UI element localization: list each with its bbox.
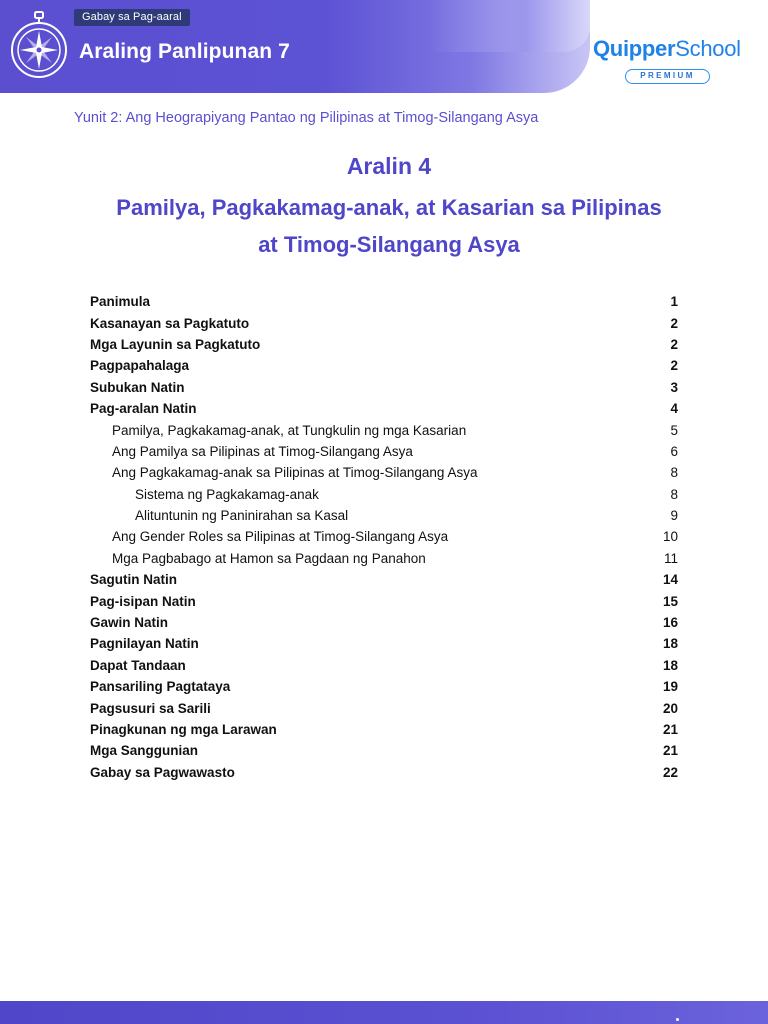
toc-entry-page: 1 (670, 294, 678, 310)
toc-entry[interactable] (90, 312, 678, 333)
guide-tag: Gabay sa Pag-aaral (74, 9, 190, 26)
lesson-title (0, 189, 768, 263)
toc-entry[interactable] (90, 633, 678, 654)
toc-entry[interactable] (90, 612, 678, 633)
toc-entry[interactable] (90, 526, 678, 547)
page-header (0, 0, 768, 93)
toc-entry-page: 18 (662, 636, 678, 652)
toc-entry-label: Pagnilayan Natin (90, 636, 199, 652)
toc-entry-label: Mga Layunin sa Pagkatuto (90, 336, 261, 352)
toc-entry-page: 21 (662, 743, 678, 759)
toc-entry-page: 8 (670, 486, 678, 502)
toc-entry[interactable] (90, 355, 678, 376)
toc-entry-label: Gawin Natin (90, 615, 169, 631)
toc-entry-label: Pag-aralan Natin (90, 401, 197, 417)
toc-entry-page: 5 (670, 422, 678, 438)
toc-entry-label: Pinagkunan ng mga Larawan (90, 722, 277, 737)
toc-entry-page: 16 (662, 615, 678, 631)
footer-bar (0, 1001, 768, 1024)
toc-entry-page: 6 (670, 443, 678, 459)
toc-entry[interactable] (90, 569, 678, 590)
toc-entry-label: Sistema ng Pagkakamag-anak (135, 486, 319, 502)
toc-entry[interactable] (90, 419, 678, 440)
toc-entry-page: 10 (662, 529, 678, 545)
toc-entry-page: 4 (670, 401, 678, 417)
toc-entry[interactable] (90, 719, 678, 740)
lesson-title-line-2: at Timog-Silangang Asya (258, 232, 520, 257)
lesson-number: Aralin 4 (346, 153, 432, 179)
toc-entry[interactable] (90, 462, 678, 483)
toc-entry[interactable] (90, 334, 678, 355)
toc-entry-page: 11 (663, 550, 678, 566)
unit-heading: Yunit 2: Ang Heograpiyang Pantao ng Pilipinas at Timog-Silangang Asya (74, 110, 539, 126)
footer-dot (676, 1018, 679, 1021)
toc-entry[interactable] (90, 291, 678, 312)
toc-entry-label: Subukan Natin (90, 379, 185, 395)
toc-entry[interactable] (90, 762, 678, 783)
toc-entry[interactable] (90, 740, 678, 761)
toc-entry-page: 2 (670, 315, 678, 331)
toc-entry-label: Ang Pagkakamag-anak sa Pilipinas at Timog-Silangang Asya (112, 465, 478, 481)
toc-entry-page: 14 (662, 572, 678, 588)
toc-entry-label: Pagpapahalaga (90, 358, 190, 374)
toc-entry-label: Pamilya, Pagkakamag-anak, at Tungkulin ng mga Kasarian (112, 422, 467, 438)
table-of-contents (90, 291, 678, 783)
toc-entry-label: Panimula (90, 294, 151, 310)
toc-entry-label: Alituntunin ng Paninirahan sa Kasal (135, 508, 349, 524)
toc-entry-page: 9 (670, 508, 678, 524)
toc-entry[interactable] (90, 676, 678, 697)
toc-entry-page: 3 (670, 379, 678, 395)
toc-entry-label: Mga Sanggunian (90, 743, 198, 759)
toc-entry-page: 15 (662, 593, 678, 609)
brand-prefix: Quipper (593, 36, 676, 61)
compass-icon (8, 11, 70, 79)
toc-entry-label: Dapat Tandaan (90, 657, 186, 673)
toc-entry[interactable] (90, 697, 678, 718)
toc-entry-page: 22 (662, 764, 678, 780)
subject-title: Araling Panlipunan 7 (79, 40, 290, 63)
brand-logo (593, 36, 753, 86)
premium-badge: PREMIUM (625, 69, 710, 84)
toc-entry[interactable] (90, 505, 678, 526)
toc-entry-label: Pagsusuri sa Sarili (90, 700, 211, 716)
toc-entry-page: 2 (670, 336, 678, 352)
toc-entry-page: 8 (670, 465, 678, 481)
toc-entry[interactable] (90, 398, 678, 419)
toc-entry-page: 20 (662, 700, 678, 716)
toc-entry[interactable] (90, 441, 678, 462)
toc-entry-page: 2 (670, 358, 678, 374)
toc-entry[interactable] (90, 590, 678, 611)
toc-entry[interactable] (90, 548, 678, 569)
toc-entry-page: 18 (662, 657, 678, 673)
header-decoration (430, 0, 590, 52)
toc-entry-page: 21 (662, 722, 678, 737)
toc-entry-label: Pag-isipan Natin (90, 593, 196, 609)
toc-entry-label: Sagutin Natin (90, 572, 177, 588)
toc-entry[interactable] (90, 655, 678, 676)
toc-entry-label: Ang Gender Roles sa Pilipinas at Timog-Silangang Asya (112, 529, 449, 545)
toc-entry-label: Mga Pagbabago at Hamon sa Pagdaan ng Panahon (112, 550, 426, 566)
toc-entry-label: Pansariling Pagtataya (90, 679, 231, 695)
toc-entry-label: Kasanayan sa Pagkatuto (90, 315, 250, 331)
toc-entry[interactable] (90, 377, 678, 398)
brand-suffix: School (675, 36, 741, 61)
toc-entry-label: Gabay sa Pagwawasto (90, 764, 235, 780)
toc-entry-page: 19 (662, 679, 678, 695)
toc-entry-label: Ang Pamilya sa Pilipinas at Timog-Silangang Asya (112, 443, 413, 459)
toc-entry[interactable] (90, 484, 678, 505)
lesson-title-line-1: Pamilya, Pagkakamag-anak, at Kasarian sa Pilipinas (116, 195, 662, 220)
